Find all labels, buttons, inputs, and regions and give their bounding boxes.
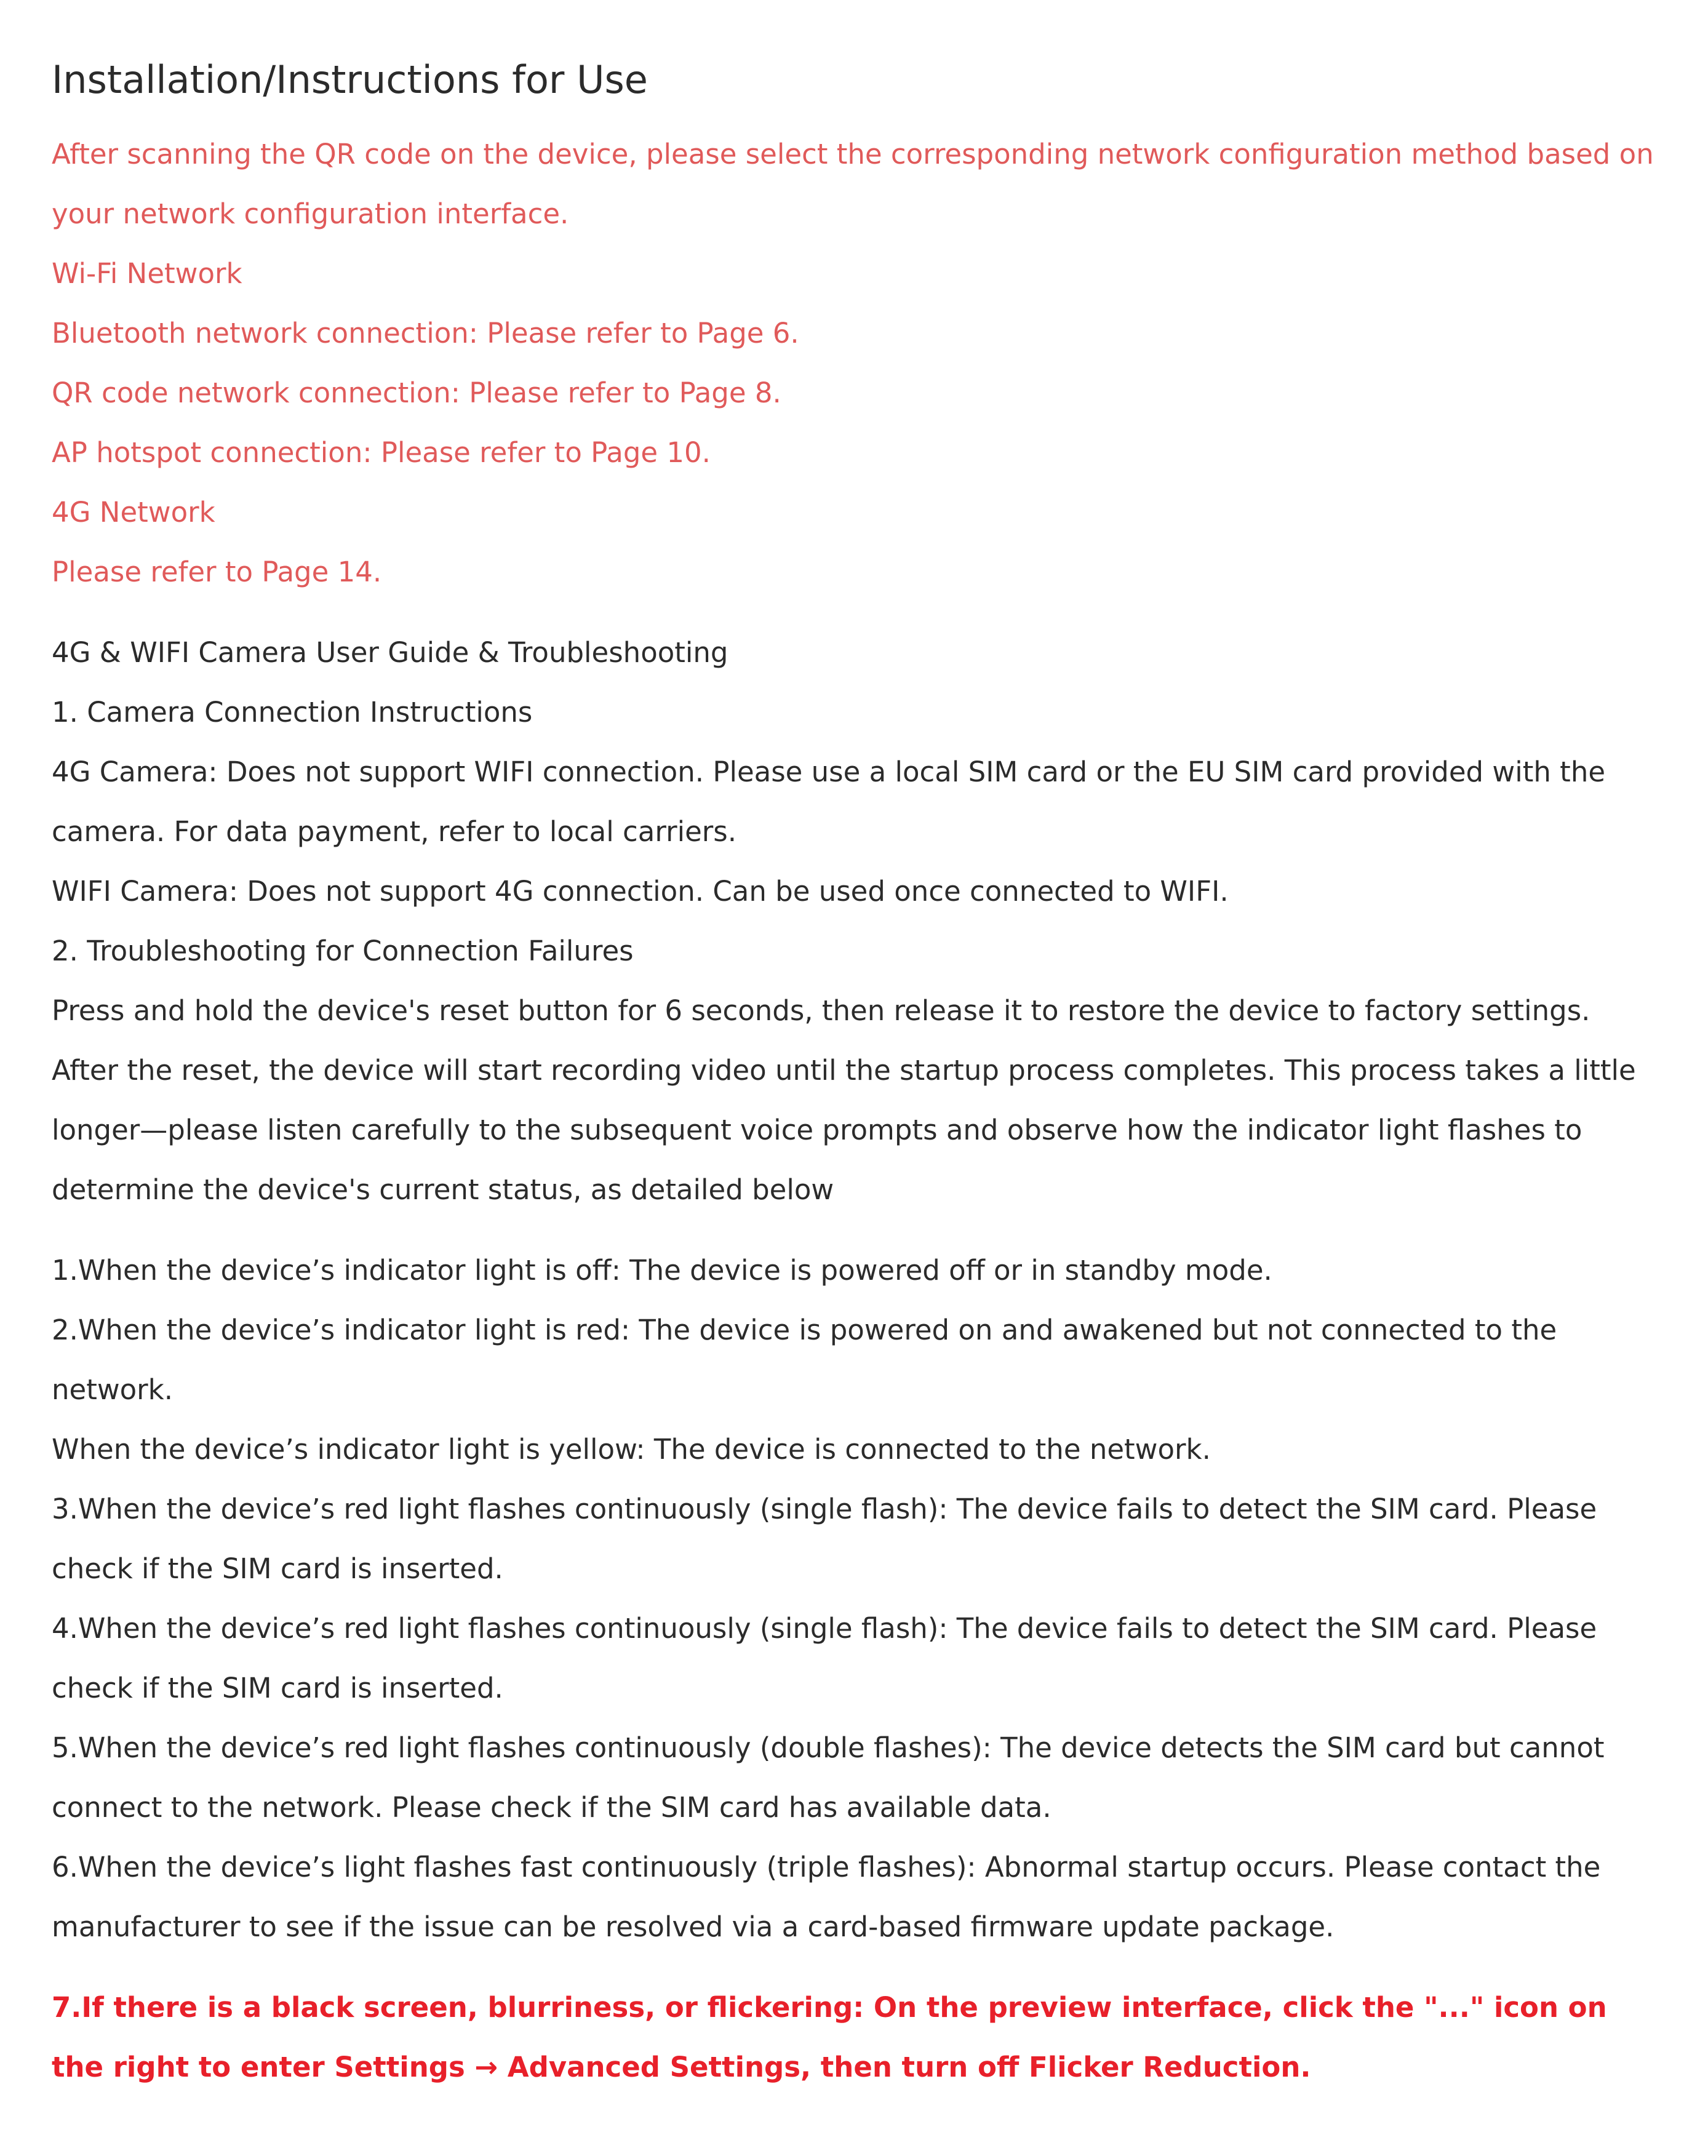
status-item-double-flash: 5.When the device’s red light flashes continuously (double flashes): The device detects the SIM card but cannot connect to the network. Please check if the SIM card has available data.: [52, 1731, 1605, 1824]
wifi-network-heading: Wi-Fi Network: [52, 257, 242, 290]
network-config-section: [52, 124, 1664, 602]
camera-wifi-instructions: WIFI Camera: Does not support 4G connection. Can be used once connected to WIFI.: [52, 875, 1229, 908]
indicator-status-list: [52, 1240, 1664, 1957]
ap-hotspot-connection-ref: AP hotspot connection: Please refer to Page 10.: [52, 436, 711, 469]
qr-code-connection-ref: QR code network connection: Please refer to Page 8.: [52, 377, 781, 409]
status-item-yellow: When the device’s indicator light is yellow: The device is connected to the network.: [52, 1433, 1211, 1466]
status-item-off: 1.When the device’s indicator light is off: The device is powered off or in standby mode.: [52, 1254, 1272, 1287]
flicker-reduction-note: [52, 1978, 1664, 2097]
reset-instructions: Press and hold the device's reset button for 6 seconds, then release it to restore the device to factory settings. After the reset, the device will start recording video until the startup process completes. This process takes a little longer—please listen carefully to the subsequent voice prompts and observe how the indicator light flashes to determine the device's current status, as detailed below: [52, 994, 1636, 1206]
flicker-reduction-text: 7.If there is a black screen, blurriness, or flickering: On the preview interface, click the "..." icon on the right to enter Settings → Advanced Settings, then turn off Flicker Reduction.: [52, 1991, 1607, 2083]
4g-network-heading: 4G Network: [52, 496, 215, 529]
user-guide-section: [52, 623, 1664, 1220]
section1-heading: 1. Camera Connection Instructions: [52, 696, 533, 729]
section2-heading: 2. Troubleshooting for Connection Failures: [52, 935, 634, 967]
guide-heading: 4G & WIFI Camera User Guide & Troubleshooting: [52, 636, 728, 669]
document-page: [52, 43, 1664, 2097]
config-intro: After scanning the QR code on the device, please select the corresponding network configuration method based on your network configuration interface.: [52, 138, 1654, 230]
status-item-red: 2.When the device’s indicator light is red: The device is powered on and awakened but not connected to the network.: [52, 1314, 1557, 1406]
status-item-triple-flash: 6.When the device’s light flashes fast continuously (triple flashes): Abnormal startup occurs. Please contact the manufacturer to see if the issue can be resolved via a card-based firmware update package.: [52, 1851, 1601, 1943]
status-item-single-flash-b: 4.When the device’s red light flashes continuously (single flash): The device fails to detect the SIM card. Please check if the SIM card is inserted.: [52, 1612, 1597, 1704]
camera-4g-instructions: 4G Camera: Does not support WIFI connection. Please use a local SIM card or the EU SIM card provided with the camera. For data payment, refer to local carriers.: [52, 756, 1606, 848]
bluetooth-connection-ref: Bluetooth network connection: Please refer to Page 6.: [52, 317, 799, 349]
4g-network-ref: Please refer to Page 14.: [52, 556, 382, 588]
status-item-single-flash-a: 3.When the device’s red light flashes continuously (single flash): The device fails to detect the SIM card. Please check if the SIM card is inserted.: [52, 1493, 1597, 1585]
page-title: Installation/Instructions for Use: [52, 57, 648, 102]
